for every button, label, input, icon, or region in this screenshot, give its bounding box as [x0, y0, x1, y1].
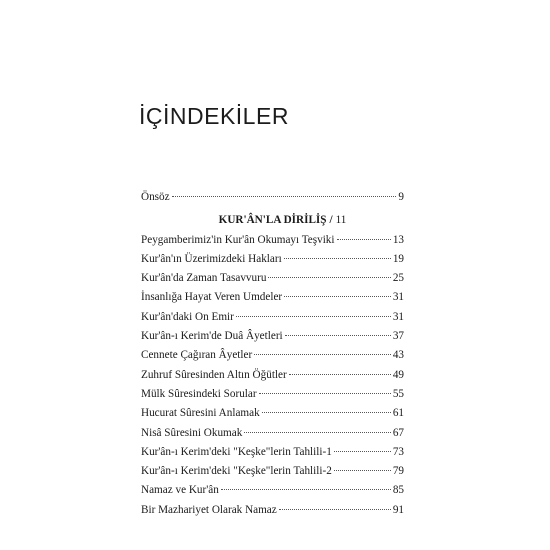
- toc-entry-page: 91: [392, 503, 404, 516]
- dot-leader: [284, 296, 391, 297]
- toc-entry-title: Hucurat Sûresini Anlamak: [141, 407, 260, 420]
- toc-entry-page: 37: [392, 330, 404, 343]
- dot-leader: [285, 335, 391, 336]
- toc-entry-title: İnsanlığa Hayat Veren Umdeler: [141, 291, 283, 304]
- dot-leader: [337, 239, 391, 240]
- toc-entry: [141, 427, 404, 446]
- toc-entry-list: [141, 234, 404, 523]
- toc-entry-page: 55: [392, 387, 404, 400]
- toc-entry-page: 61: [392, 407, 404, 420]
- toc-entry-title: Nisâ Sûresini Okumak: [141, 426, 243, 439]
- page-title: İÇİNDEKİLER: [139, 103, 289, 129]
- toc-entry-page: 49: [392, 368, 404, 381]
- toc-entry: [141, 484, 404, 503]
- dot-leader: [262, 412, 391, 413]
- toc-entry-page: 85: [392, 484, 404, 497]
- toc-entry-title: Önsöz: [141, 191, 170, 203]
- section-page: 11: [335, 214, 347, 227]
- toc-entry-page: 79: [392, 465, 404, 478]
- toc-entry: [141, 272, 404, 291]
- dot-leader: [268, 277, 390, 278]
- toc-entry-title: Kur'ân-ı Kerim'deki "Keşke"lerin Tahlili-2: [141, 465, 332, 478]
- toc-entry: [141, 388, 404, 407]
- toc-entry: [141, 349, 404, 368]
- toc-entry: [141, 504, 404, 523]
- toc-entry-title: Kur'ân'ın Üzerimizdeki Hakları: [141, 252, 282, 265]
- toc-entry-title: Zuhruf Sûresinden Altın Öğütler: [141, 368, 287, 381]
- section-title: KUR'ÂN'LA DİRİLİŞ: [218, 214, 327, 227]
- toc-section-heading: [141, 214, 404, 233]
- table-of-contents: [141, 191, 404, 523]
- dot-leader: [244, 432, 391, 433]
- dot-leader: [334, 470, 391, 471]
- toc-entry: [141, 330, 404, 349]
- dot-leader: [279, 509, 391, 510]
- toc-entry-page: 43: [392, 349, 404, 362]
- toc-entry-page: 31: [392, 291, 404, 304]
- toc-entry-page: 19: [392, 252, 404, 265]
- toc-entry-title: Bir Mazhariyet Olarak Namaz: [141, 503, 277, 516]
- dot-leader: [289, 374, 391, 375]
- toc-entry-page: 73: [392, 445, 404, 458]
- toc-entry: [141, 291, 404, 310]
- dot-leader: [284, 258, 391, 259]
- toc-entry-preface: [141, 191, 404, 210]
- toc-entry: [141, 311, 404, 330]
- toc-entry-page: 67: [392, 426, 404, 439]
- toc-entry-page: 9: [398, 191, 404, 203]
- dot-leader: [254, 354, 391, 355]
- toc-entry-title: Cennete Çağıran Âyetler: [141, 349, 253, 362]
- toc-entry: [141, 446, 404, 465]
- dot-leader: [259, 393, 391, 394]
- toc-entry-title: Peygamberimiz'in Kur'ân Okumayı Teşviki: [141, 233, 335, 246]
- toc-entry-title: Kur'ân'daki On Emir: [141, 310, 234, 323]
- toc-entry-page: 31: [392, 310, 404, 323]
- toc-entry-title: Mülk Sûresindeki Sorular: [141, 387, 257, 400]
- toc-entry-page: 25: [392, 272, 404, 285]
- toc-entry-title: Kur'ân'da Zaman Tasavvuru: [141, 272, 267, 285]
- section-separator: /: [329, 214, 333, 227]
- toc-entry: [141, 253, 404, 272]
- toc-entry: [141, 407, 404, 426]
- dot-leader: [334, 451, 391, 452]
- dot-leader: [236, 316, 391, 317]
- toc-entry-title: Kur'ân-ı Kerim'de Duâ Âyetleri: [141, 330, 283, 343]
- toc-entry: [141, 234, 404, 253]
- toc-entry-title: Namaz ve Kur'ân: [141, 484, 219, 497]
- toc-entry: [141, 465, 404, 484]
- toc-entry: [141, 369, 404, 388]
- dot-leader: [172, 196, 397, 197]
- toc-entry-page: 13: [392, 233, 404, 246]
- toc-entry-title: Kur'ân-ı Kerim'deki "Keşke"lerin Tahlili-1: [141, 445, 332, 458]
- dot-leader: [221, 489, 391, 490]
